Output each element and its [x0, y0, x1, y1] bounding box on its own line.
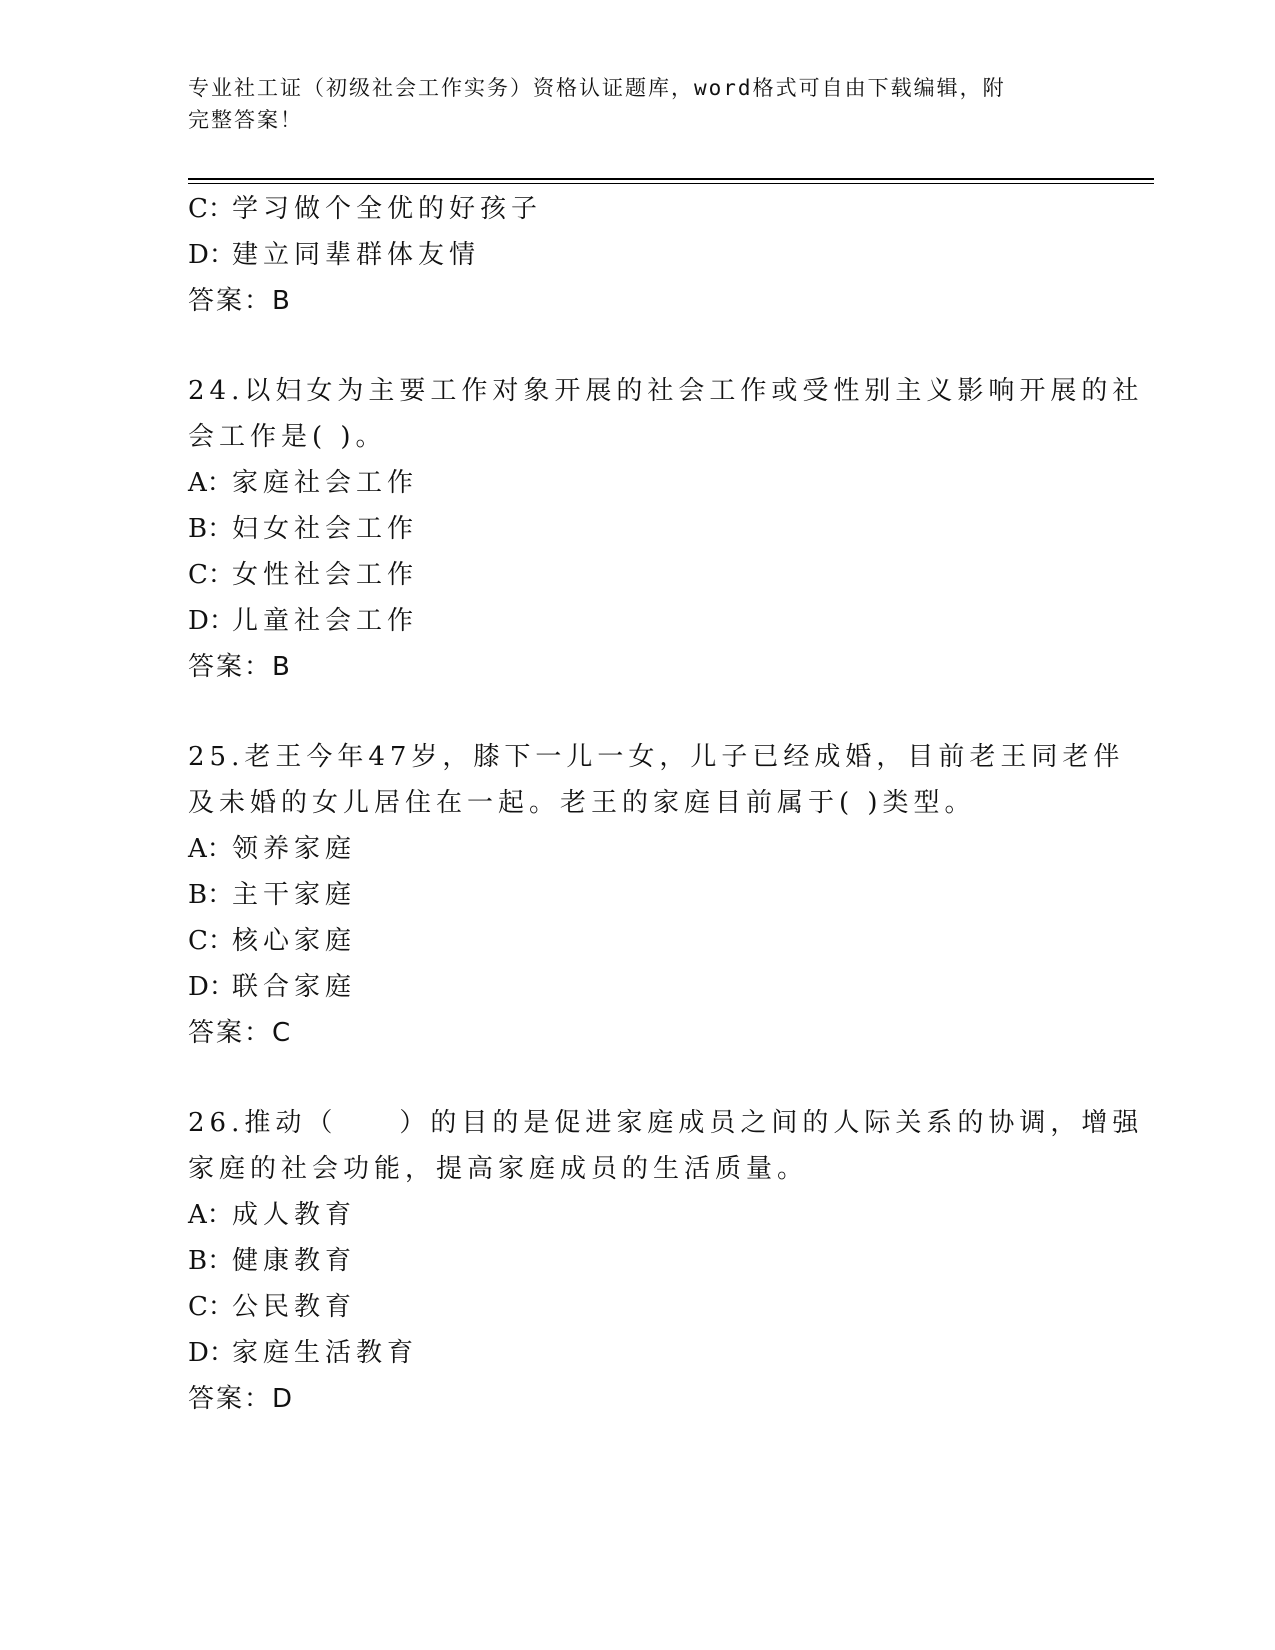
previous-question-tail: [188, 186, 1088, 324]
answer-line: 答案：D: [188, 1384, 295, 1414]
option-a: A：领养家庭: [188, 834, 357, 864]
header-rule-thick: [188, 178, 1154, 180]
header-line-2: 完整答案！: [188, 108, 303, 132]
option-b: B：主干家庭: [188, 880, 357, 910]
option-d: D：家庭生活教育: [188, 1338, 419, 1368]
option-c: C：学习做个全优的好孩子: [188, 194, 543, 224]
option-b: B：妇女社会工作: [188, 514, 419, 544]
question-stem: 25.老王今年47岁，膝下一儿一女，儿子已经成婚，目前老王同老伴: [188, 742, 1125, 772]
answer-line: 答案：C: [188, 1018, 293, 1048]
option-b: B：健康教育: [188, 1246, 357, 1276]
question-stem: 会工作是( )。: [188, 422, 387, 452]
question-25: [188, 734, 1125, 1056]
option-d: D：联合家庭: [188, 972, 357, 1002]
answer-line: 答案：B: [188, 652, 292, 682]
header-line-1: 专业社工证（初级社会工作实务）资格认证题库，word格式可自由下载编辑，附: [188, 76, 1006, 100]
option-c: C：公民教育: [188, 1292, 357, 1322]
option-c: C：女性社会工作: [188, 560, 419, 590]
option-c: C：核心家庭: [188, 926, 357, 956]
option-a: A：成人教育: [188, 1200, 357, 1230]
question-24: [188, 368, 1144, 690]
question-stem: 24.以妇女为主要工作对象开展的社会工作或受性别主义影响开展的社: [188, 376, 1144, 406]
question-list: [188, 186, 1144, 1422]
option-a: A：家庭社会工作: [188, 468, 419, 498]
option-d: D：建立同辈群体友情: [188, 240, 481, 270]
document-header: [188, 72, 1068, 136]
question-stem: 家庭的社会功能，提高家庭成员的生活质量。: [188, 1154, 809, 1184]
answer-line: 答案：B: [188, 286, 292, 316]
question-stem: 及未婚的女儿居住在一起。老王的家庭目前属于( )类型。: [188, 788, 976, 818]
question-26: [188, 1100, 1144, 1422]
question-stem: 26.推动（ ）的目的是促进家庭成员之间的人际关系的协调，增强: [188, 1108, 1144, 1138]
option-d: D：儿童社会工作: [188, 606, 419, 636]
header-rule-thin: [188, 183, 1154, 184]
